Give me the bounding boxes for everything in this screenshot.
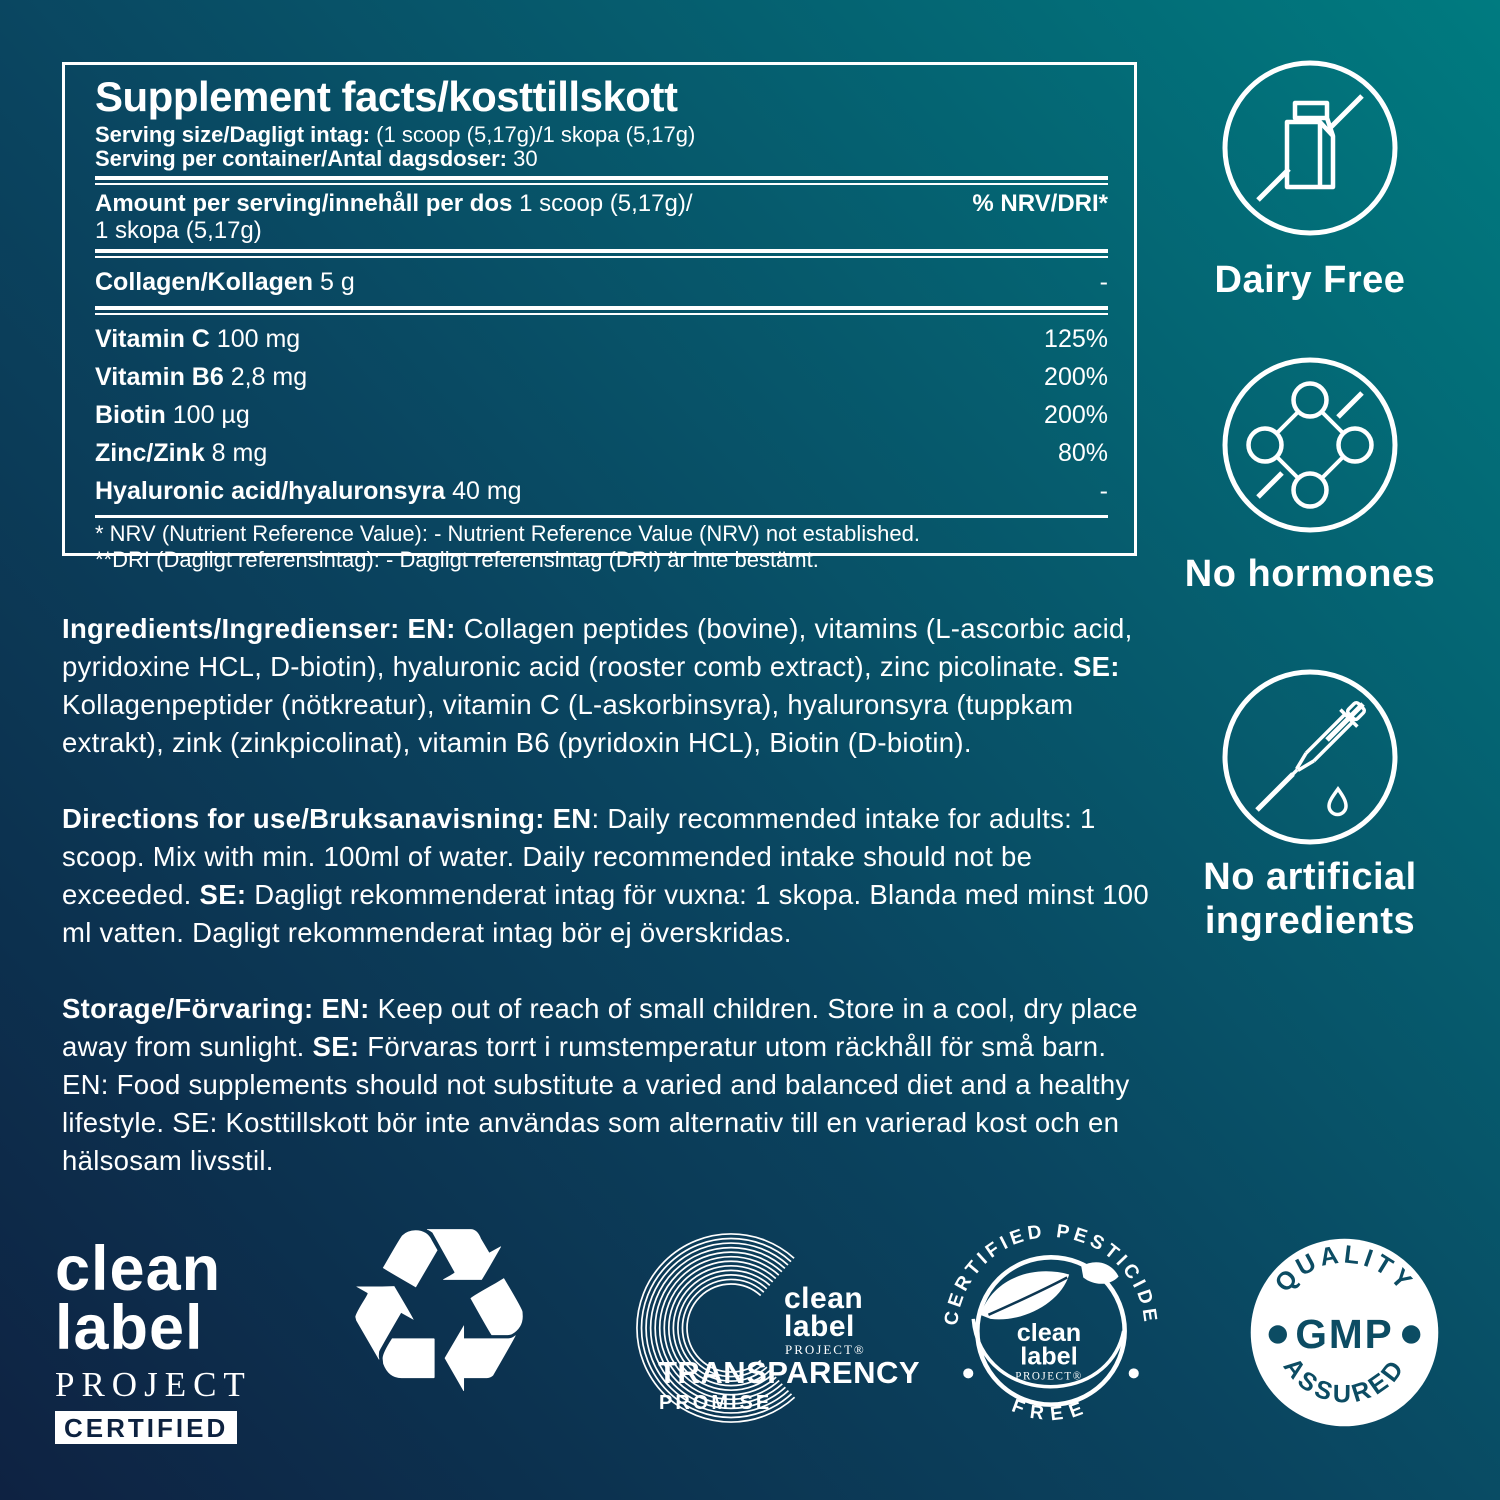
no-hormones-icon bbox=[1210, 345, 1410, 545]
supplement-facts-panel bbox=[62, 62, 1137, 573]
transparency-subtitle: PROMISE bbox=[659, 1392, 773, 1414]
amount-header: Amount per serving/innehåll per dos 1 scoop (5,17g)/ bbox=[95, 190, 693, 218]
nutrient-row: Biotin 100 µg 200% bbox=[95, 401, 1108, 430]
clean-label-word3: PROJECT bbox=[55, 1365, 252, 1405]
claim-dairy-free-label: Dairy Free bbox=[1214, 259, 1406, 301]
transparency-title: TRANSPARENCY bbox=[658, 1355, 921, 1390]
facts-title: Supplement facts/kosttillskott bbox=[95, 73, 678, 120]
nutrient-row: Zinc/Zink 8 mg 80% bbox=[95, 439, 1108, 468]
table-divider bbox=[95, 306, 1108, 315]
serving-size-value: (1 scoop (5,17g)/1 skopa (5,17g) bbox=[370, 122, 696, 148]
nutrient-rows bbox=[95, 263, 1108, 510]
gmp-quality-badge bbox=[1243, 1232, 1446, 1435]
pesticide-brand3: PROJECT® bbox=[1015, 1370, 1083, 1383]
pesticide-arc-bottom: FREE bbox=[1008, 1395, 1094, 1426]
transparency-brand1: clean bbox=[784, 1282, 864, 1315]
gmp-arc-top: QUALITY bbox=[1269, 1240, 1420, 1298]
transparency-promise-logo bbox=[628, 1228, 928, 1458]
nutrient-row: Hyaluronic acid/hyaluronsyra 40 mg - bbox=[95, 477, 1108, 506]
pesticide-brand2: label bbox=[1020, 1342, 1078, 1371]
table-divider bbox=[95, 249, 1108, 258]
clean-label-word2: label bbox=[55, 1292, 204, 1363]
nutrient-row: Vitamin C 100 mg 125% bbox=[95, 325, 1108, 354]
nutrient-row: Vitamin B6 2,8 mg 200% bbox=[95, 363, 1108, 392]
gmp-arc-bottom: ASSURED bbox=[1277, 1352, 1412, 1409]
svg-text:FREE bbox=[1009, 1396, 1093, 1426]
claim-no-hormones-label: No hormones bbox=[1184, 553, 1436, 595]
storage-paragraph: Storage/Förvaring: EN: Keep out of reach of small children. Store in a cool, dry place away from sunlight. SE: Förvaras torrt i rumstemperatur utom räckhåll för små barn. EN: Food supplements should not substitute a varied and balanced diet and a healthy lifestyle. SE: Kosttillskott bör inte användas som alternativ till en varierad kost och en hälsosam livsstil. bbox=[62, 993, 1138, 1176]
transparency-brand2: label bbox=[784, 1310, 855, 1343]
table-divider bbox=[95, 176, 1108, 185]
servings-label: Serving per container/Antal dagsdoser: bbox=[95, 146, 507, 172]
no-artificial-ingredients-icon bbox=[1210, 657, 1410, 857]
dairy-free-icon bbox=[1210, 48, 1410, 248]
amount-header-line2: 1 skopa (5,17g) bbox=[95, 217, 262, 245]
pesticide-free-badge bbox=[940, 1222, 1162, 1444]
info-paragraphs bbox=[62, 610, 1154, 1218]
serving-size-label: Serving size/Dagligt intag: bbox=[95, 122, 371, 148]
certified-badge: CERTIFIED bbox=[55, 1411, 237, 1444]
amount-header-row bbox=[95, 190, 1108, 217]
serving-size-line bbox=[95, 123, 1108, 147]
transparency-brand3: PROJECT® bbox=[785, 1342, 866, 1357]
clean-label-word1: clean bbox=[55, 1234, 222, 1304]
footnote-nrv: * NRV (Nutrient Reference Value): - Nutrient Reference Value (NRV) not established. bbox=[95, 521, 920, 547]
clean-label-certified-logo bbox=[55, 1234, 315, 1444]
pesticide-brand1: clean bbox=[1016, 1319, 1082, 1348]
footnote-dri: **DRI (Dagligt referensintag): - Dagligt referensintag (DRI) är inte bestämt. bbox=[95, 547, 819, 573]
pesticide-arc-top: CERTIFIED PESTICIDE bbox=[941, 1222, 1161, 1327]
nutrient-row: Collagen/Kollagen 5 g - bbox=[95, 268, 1108, 297]
servings-value: 30 bbox=[506, 146, 538, 172]
table-divider bbox=[95, 515, 1108, 518]
gmp-center-text: GMP bbox=[1295, 1311, 1394, 1357]
claim-no-artificial-label: No artificial ingredients bbox=[1203, 856, 1417, 942]
servings-per-container-line bbox=[95, 147, 1108, 171]
nrv-header: % NRV/DRI* bbox=[972, 190, 1108, 218]
directions-paragraph: Directions for use/Bruksanavisning: EN: Daily recommended intake for adults: 1 scoop. Mix with min. 100ml of water. Daily recommended intake should not be exceeded. SE: Dagligt rekommenderat intag för vuxna: 1 skopa. Blanda med minst 100 ml vatten. Dagligt rekommenderat intag bör ej överskridas. bbox=[62, 803, 1149, 948]
ingredients-paragraph: Ingredients/Ingredienser: EN: Collagen peptides (bovine), vitamins (L-ascorbic acid, pyridoxine HCL, D-biotin), hyaluronic acid (rooster comb extract), zinc picolinate. SE: Kollagenpeptider (nötkreatur), vitamin C (L-askorbinsyra), hyaluronsyra (tuppkam extrakt), zink (zinkpicolinat), vitamin B6 (pyridoxin HCL), Biotin (D-biotin). bbox=[62, 613, 1133, 758]
recycle-icon: ♻ bbox=[336, 1179, 543, 1446]
